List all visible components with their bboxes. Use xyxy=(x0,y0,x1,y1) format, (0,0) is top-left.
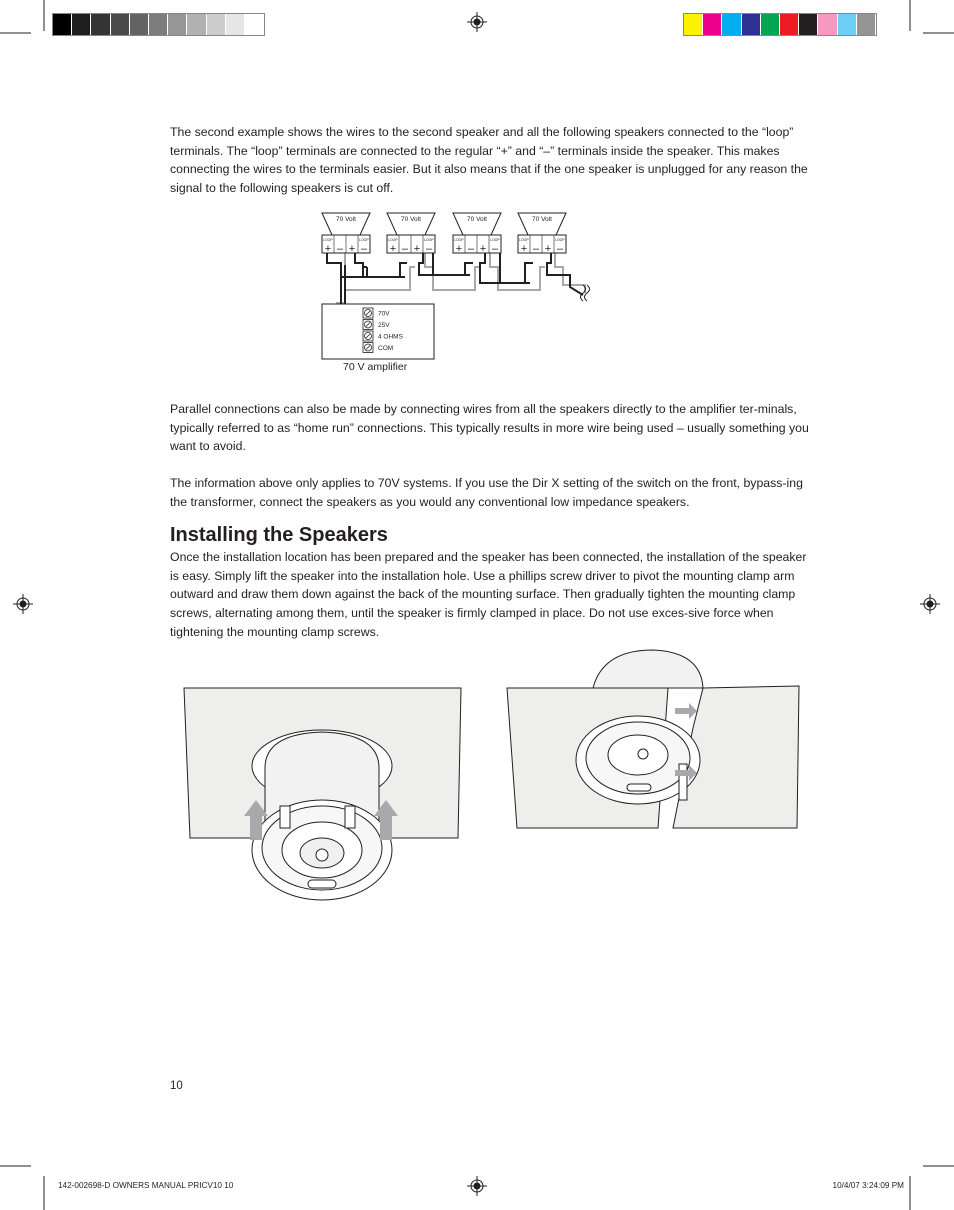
grayscale-color-bar xyxy=(52,13,265,36)
install-illustration-lift xyxy=(180,680,465,905)
amp-terminal-label: 4 OHMS xyxy=(378,333,403,341)
registration-target-icon xyxy=(467,1176,487,1196)
install-illustration-tighten xyxy=(503,648,803,833)
print-slug-file: 142-002698-D OWNERS MANUAL PRICV10 10 xyxy=(58,1181,234,1190)
section-heading: Installing the Speakers xyxy=(170,524,388,546)
terminal-polarity: – xyxy=(532,243,540,255)
color-swatch xyxy=(245,14,264,35)
paragraph-installation: Once the installation location has been prepared and the speaker has been connected, the installation of the speaker is easy. Simply lift the speaker into the installation hole. Use a phillips screw driver to pivot the mounting clamp arm outward and draw them down against the back of the mounting surface. Then gradually tighten the mounting clamp screws, alternating among them, until the speaker is firmly clamped in place. Do not use exces-sive force when tightening the mounting clamp screws. xyxy=(170,550,807,639)
color-swatch xyxy=(722,14,741,35)
terminal-polarity: – xyxy=(360,243,368,255)
terminal-polarity: – xyxy=(467,243,475,255)
loop-label: LOOP xyxy=(490,238,500,242)
color-swatch xyxy=(818,14,837,35)
rotate-arrow-icon xyxy=(675,703,697,719)
loop-label: LOOP xyxy=(555,238,565,242)
color-swatch xyxy=(838,14,857,35)
registration-target-icon xyxy=(13,594,33,614)
loop-label: LOOP xyxy=(359,238,369,242)
color-swatch xyxy=(857,14,876,35)
terminal-polarity: – xyxy=(491,243,499,255)
color-swatch xyxy=(111,14,130,35)
amp-terminal-label: 70V xyxy=(378,310,390,318)
speaker-label: 70 Volt xyxy=(336,216,356,223)
speaker-icon xyxy=(387,213,435,255)
color-swatch xyxy=(53,14,72,35)
speaker-icon xyxy=(322,213,370,255)
paragraph-loop-terminals: The second example shows the wires to the second speaker and all the following speakers connected to the “loop” terminals. The “loop” terminals are connected to the regular “+” and “–” terminals inside the speaker. This makes connecting the wires to the terminals easier. But it also means that if the one speaker is unplugged for any reason the signal to the following speakers is cut off. xyxy=(170,125,808,196)
amp-terminal-label: COM xyxy=(378,345,394,352)
page-number: 10 xyxy=(170,1080,183,1092)
color-swatch xyxy=(780,14,799,35)
color-swatch xyxy=(187,14,206,35)
color-swatch xyxy=(226,14,245,35)
terminal-polarity: – xyxy=(336,243,344,255)
color-swatch xyxy=(149,14,168,35)
loop-label: LOOP xyxy=(388,238,398,242)
process-color-bar xyxy=(683,13,877,36)
color-swatch xyxy=(703,14,722,35)
color-swatch xyxy=(130,14,149,35)
loop-label: LOOP xyxy=(323,238,333,242)
loop-label: LOOP xyxy=(519,238,529,242)
color-swatch xyxy=(799,14,818,35)
color-swatch xyxy=(742,14,761,35)
terminal-polarity: + xyxy=(324,243,332,255)
amplifier-caption: 70 V amplifier xyxy=(343,361,408,373)
terminal-polarity: + xyxy=(455,243,463,255)
terminal-polarity: + xyxy=(389,243,397,255)
loop-label: LOOP xyxy=(454,238,464,242)
terminal-polarity: + xyxy=(520,243,528,255)
speaker-label: 70 Volt xyxy=(401,216,421,223)
speaker-label: 70 Volt xyxy=(532,216,552,223)
color-swatch xyxy=(91,14,110,35)
terminal-polarity: – xyxy=(401,243,409,255)
color-swatch xyxy=(761,14,780,35)
color-swatch xyxy=(207,14,226,35)
screwdriver-icon xyxy=(679,764,687,800)
terminal-polarity: + xyxy=(479,243,487,255)
registration-target-icon xyxy=(920,594,940,614)
loop-label: LOOP xyxy=(424,238,434,242)
terminal-polarity: – xyxy=(425,243,433,255)
registration-target-icon xyxy=(467,12,487,32)
wiring-diagram xyxy=(315,205,600,365)
amp-terminal-label: 25V xyxy=(378,322,390,329)
speaker-icon xyxy=(453,213,501,255)
speaker-icon xyxy=(518,213,566,255)
color-swatch xyxy=(684,14,703,35)
terminal-polarity: – xyxy=(556,243,564,255)
speaker-label: 70 Volt xyxy=(467,216,487,223)
color-swatch xyxy=(72,14,91,35)
paragraph-home-run: Parallel connections can also be made by connecting wires from all the speakers directly to the amplifier ter-minals, typically referred to as “home run” connections. This typically results in more wire being used – usually something you want to avoid. xyxy=(170,402,809,454)
color-swatch xyxy=(168,14,187,35)
terminal-polarity: + xyxy=(348,243,356,255)
print-slug-date: 10/4/07 3:24:09 PM xyxy=(832,1181,904,1190)
terminal-polarity: + xyxy=(413,243,421,255)
terminal-polarity: + xyxy=(544,243,552,255)
paragraph-70v-note: The information above only applies to 70V systems. If you use the Dir X setting of the switch on the front, bypass-ing the transformer, connect the speakers as you would any conventional low impedance speakers. xyxy=(170,476,803,509)
